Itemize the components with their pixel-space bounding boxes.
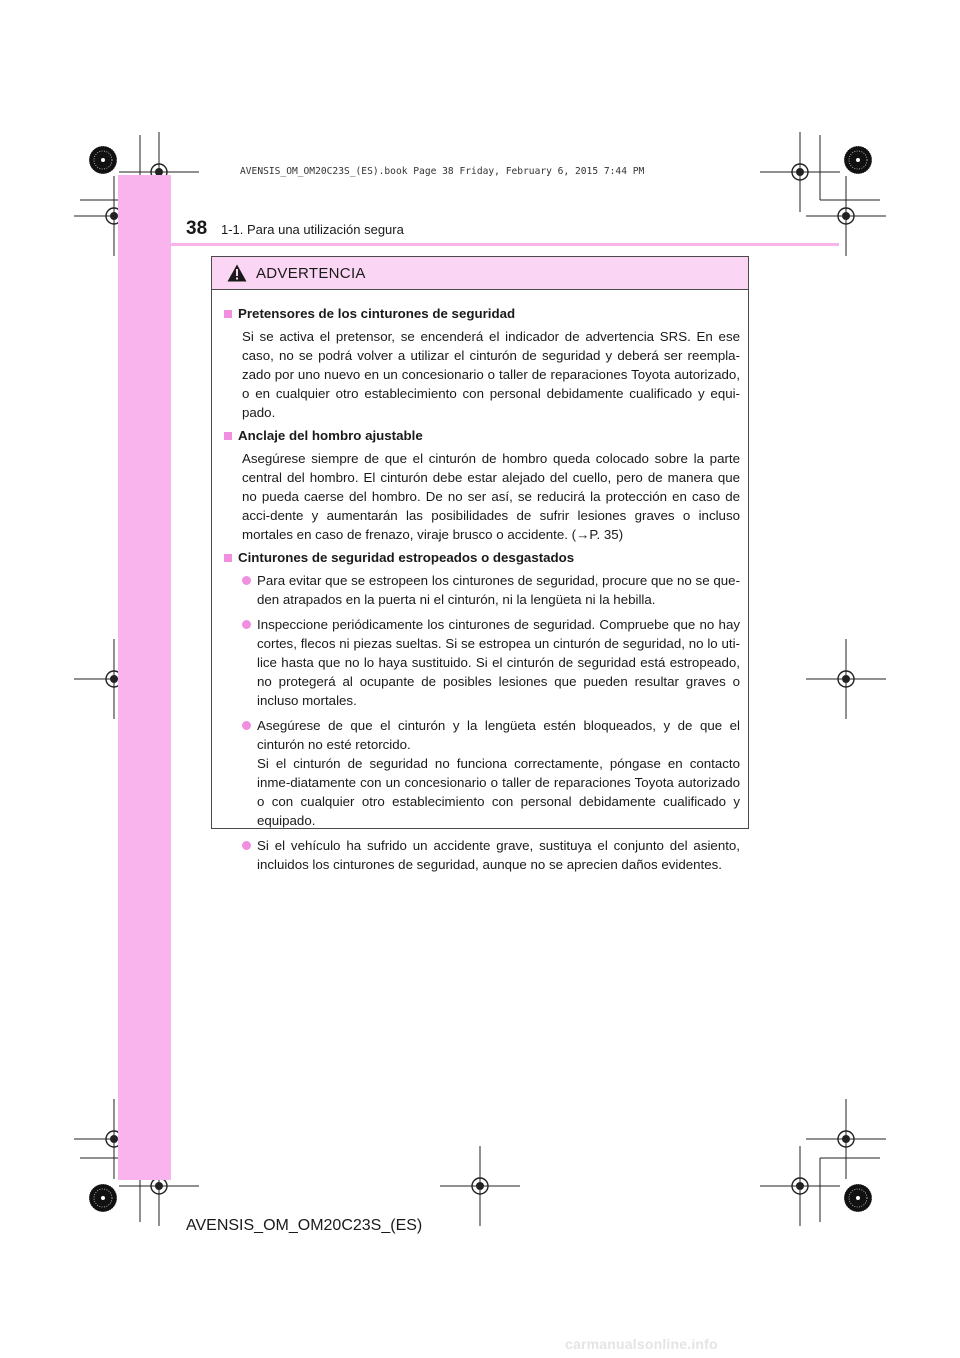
- list-item: Para evitar que se estropeen los cinturones de seguridad, procure que no se que-den atrapados en la puerta ni el cinturón, ni la lengüeta ni la hebilla.: [242, 571, 740, 609]
- side-tab-strip: [118, 175, 171, 1180]
- warning-triangle-icon: [227, 264, 247, 282]
- page-number: 38: [186, 218, 208, 239]
- registration-mark-icon: [806, 1099, 886, 1179]
- list-item: Inspeccione periódicamente los cinturones de seguridad. Compruebe que no hay cortes, flecos ni piezas sueltas. Si se estropea un cinturón de seguridad, no lo uti-lice hasta que no lo haya sustituido. Si el cinturón de seguridad está estropeado, no protegerá al ocupante de posibles lesiones que pueden resultar graves o incluso mortales.: [242, 615, 740, 710]
- warning-body: [212, 290, 748, 874]
- circle-bullet-icon: [242, 620, 251, 629]
- circle-bullet-icon: [242, 721, 251, 730]
- registration-mark-icon: [806, 639, 886, 719]
- section-paragraph: Asegúrese siempre de que el cinturón de hombro queda colocado sobre la parte central del hombro. El cinturón debe estar alejado del cuello, pero de manera que no pueda caerse del hombro. De no ser así, se reducirá la protección en caso de acci-dente y aumentarán las posibilidades de sufrir lesiones graves o incluso mortales en caso de frenazo, viraje brusco o accidente. (→P. 35): [242, 451, 740, 542]
- square-bullet-icon: [224, 310, 232, 318]
- book-info: AVENSIS_OM_OM20C23S_(ES).book Page 38 Friday, February 6, 2015 7:44 PM: [240, 166, 645, 177]
- watermark: carmanualsonline.info: [565, 1336, 718, 1352]
- section-paragraph: Si se activa el pretensor, se encenderá el indicador de advertencia SRS. En ese caso, no se podrá volver a utilizar el cinturón de seguridad y deberá ser reempla-zado por uno nuevo en un concesionario o taller de reparaciones Toyota autorizado, o en cualquier otro establecimiento con personal debidamente cualificado y equi-pado.: [242, 329, 740, 420]
- section-heading: Cinturones de seguridad estropeados o desgastados: [224, 548, 740, 567]
- registration-mark-icon: [440, 1146, 520, 1226]
- circle-bullet-icon: [242, 576, 251, 585]
- registration-burst-icon: [89, 1184, 117, 1212]
- registration-burst-icon: [844, 1184, 872, 1212]
- circle-bullet-icon: [242, 841, 251, 850]
- footer-code: AVENSIS_OM_OM20C23S_(ES): [186, 1217, 423, 1234]
- list-item: Si el vehículo ha sufrido un accidente grave, sustituya el conjunto del asiento, incluidos los cinturones de seguridad, aunque no se aprecien daños evidentes.: [242, 836, 740, 874]
- warning-box: [211, 256, 749, 872]
- section-heading: Pretensores de los cinturones de seguridad: [224, 304, 740, 323]
- square-bullet-icon: [224, 432, 232, 440]
- square-bullet-icon: [224, 554, 232, 562]
- list-item: Asegúrese de que el cinturón y la lengüeta estén bloqueados, y de que el cinturón no esté retorcido. Si el cinturón de seguridad no funciona correctamente, póngase en contacto inme-diatamente con un concesionario o taller de reparaciones Toyota autorizado o con cualquier otro establecimiento con personal debidamente cualificado y equipado.: [242, 716, 740, 830]
- warning-header: [212, 257, 748, 290]
- warning-title: ADVERTENCIA: [256, 264, 366, 282]
- header-rule: [118, 243, 839, 246]
- registration-burst-icon: [844, 146, 872, 174]
- section-heading: Anclaje del hombro ajustable: [224, 426, 740, 445]
- registration-burst-icon: [89, 146, 117, 174]
- section-title: 1-1. Para una utilización segura: [221, 222, 404, 237]
